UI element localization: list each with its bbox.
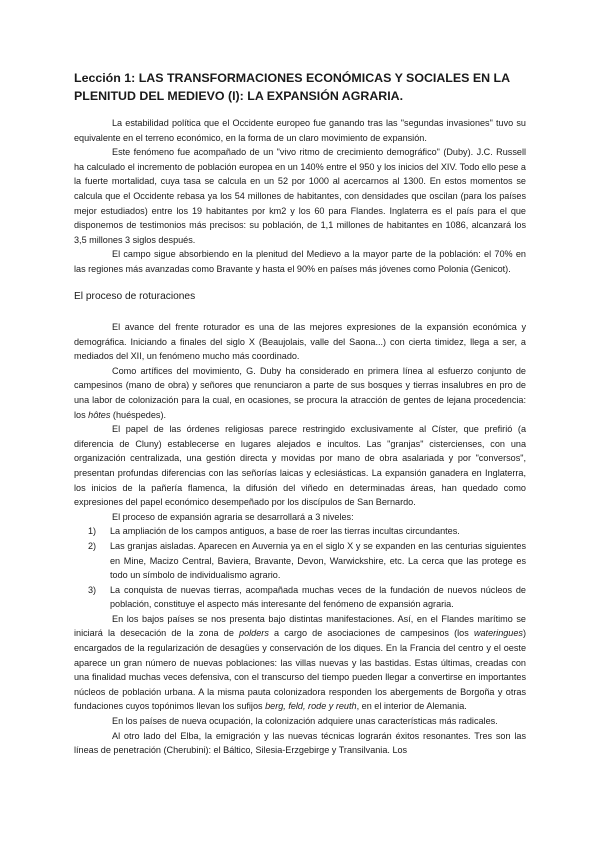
list-number: 1)	[88, 526, 97, 537]
intro-section	[74, 116, 526, 277]
text-run: (huéspedes).	[110, 409, 167, 420]
italic-term: polders	[239, 628, 269, 639]
lesson-title: Lección 1: LAS TRANSFORMACIONES ECONÓMICAS Y SOCIALES EN LA PLENITUD DEL MEDIEVO (I): LA EXPANSIÓN AGRARIA.	[74, 71, 510, 103]
body-paragraph: En los países de nueva ocupación, la colonización adquiere unas características más radicales.	[112, 716, 498, 727]
body-paragraph: Al otro lado del Elba, la emigración y las nuevas técnicas lograrán éxitos resonantes. Tres son las líneas de penetración (Cherubini): el Báltico, Silesia-Erzgebirge y Transilvania. Los	[74, 730, 526, 756]
roturaciones-section	[74, 320, 526, 758]
list-number: 2)	[88, 540, 97, 551]
text-run: En los bajos países se nos presenta bajo distintas manifestaciones. Así, en el Flandes marítimo se iniciará la desecación de la zona de	[74, 613, 526, 639]
list-item	[74, 539, 526, 583]
italic-term: wateringues	[473, 628, 523, 639]
list-item-text: La ampliación de los campos antiguos, a base de roer las tierras incultas circundantes.	[110, 526, 460, 537]
body-paragraph: El papel de las órdenes religiosas parece restringido exclusivamente al Císter, que prefirió (a diferencia de Cluny) establecerse en lugares alejados e incultos. Las "granjas" cistercienses, con una organización centralizada, una gestión directa y movidas por mano de obra asalariada y por "conversos", presentan profundas diferencias con las señorías laicas y eclesiásticas. La expansión ganadera en Inglaterra, los inicios de la pañería flamenca, la difusión del viñedo en determinadas áreas, han quedado como expresiones del papel económico desempeñado por los discípulos de San Bernardo.	[74, 424, 526, 508]
intro-paragraph: La estabilidad política que el Occidente europeo fue ganando tras las "segundas invasiones" tuvo su equivalente en el terreno económico, en la forma de un claro movimiento de expansión.	[74, 118, 526, 143]
levels-list	[74, 524, 526, 612]
body-paragraph	[74, 612, 526, 714]
list-item-text: Las granjas aisladas. Aparecen en Auvernia ya en el siglo X y se expanden en las centurias siguientes en Mine, Macizo Central, Baviera, Bravante, Devon, Warwickshire, etc. La cerca que las protege es todo un símbolo de individualismo agrario.	[110, 540, 526, 581]
body-paragraph: El proceso de expansión agraria se desarrollará a 3 niveles:	[112, 511, 354, 522]
list-item	[74, 583, 526, 612]
italic-term: berg, feld, rode y reuth	[265, 701, 357, 712]
intro-paragraph: El campo sigue absorbiendo en la plenitud del Medievo a la mayor parte de la población: el 70% en las regiones más avanzadas como Bravante y hasta el 90% en países más jóvenes como Polonia (Genicot).	[74, 249, 526, 274]
intro-paragraph: Este fenómeno fue acompañado de un "vivo ritmo de crecimiento demográfico" (Duby). J.C. Russell ha calculado el incremento de población europea en un 140% entre el 950 y los inicios del XIV. Todo ello pese a la fuerte mortalidad, cuya tasa se calcula en un 52 por 1000 al acercarnos al 1300. En estos momentos se calcula que el Occidente rebasa ya los 54 millones de habitantes, con densidades que oscilan (para los países mejor estudiados) entre los 19 habitantes por km2 y los 60 para Flandes. Inglaterra es el país para el que disponemos de testimonios más precisos: su población, de 1,1 millones de habitantes en 1086, alcanzará los 3,5 millones 3 siglos después.	[74, 147, 526, 245]
list-number: 3)	[88, 584, 97, 595]
list-item	[74, 524, 526, 539]
text-run: Como artífices del movimiento, G. Duby ha considerado en primera línea al esfuerzo conjunto de campesinos (mano de obra) y señores que renunciaron a parte de sus bosques y tierras insalubres en pro de una labor de colonización para la cual, en ocasiones, se procura la atracción de gentes de lejana procedencia: los	[74, 365, 526, 420]
section-heading: El proceso de roturaciones	[74, 291, 196, 302]
list-item-text: La conquista de nuevas tierras, acompañada muchas veces de la fundación de nuevos núcleos de población, constituye el aspecto más interesante del fenómeno de expansión agraria.	[110, 584, 526, 610]
italic-term: hôtes	[88, 409, 111, 420]
text-run: a cargo de asociaciones de campesinos (los	[268, 628, 474, 639]
body-paragraph	[74, 364, 526, 422]
body-paragraph: El avance del frente roturador es una de las mejores expresiones de la expansión económica y demográfica. Iniciando a finales del siglo X (Beaujolais, valle del Saona...) con cierta timidez, llega a ser, a mediados del XII, un fenómeno mucho más coordinado.	[74, 322, 526, 362]
text-run: , en el interior de Alemania.	[356, 701, 467, 712]
text-run: ) encargados de la regularización de desagües y conservación de los diques. En la Francia del centro y el oeste aparece un gran número de nuevas poblaciones: las villas nuevas y las bastidas. Estas últimas, creadas con una finalidad muchas veces defensiva, con el transcurso del tiempo pueden llegar a convertirse en importantes núcleos de población urbana. A la misma pauta colonizadora responden los abergements de Borgoña y otras fundaciones cuyos topónimos llevan los sufijos	[74, 628, 527, 712]
